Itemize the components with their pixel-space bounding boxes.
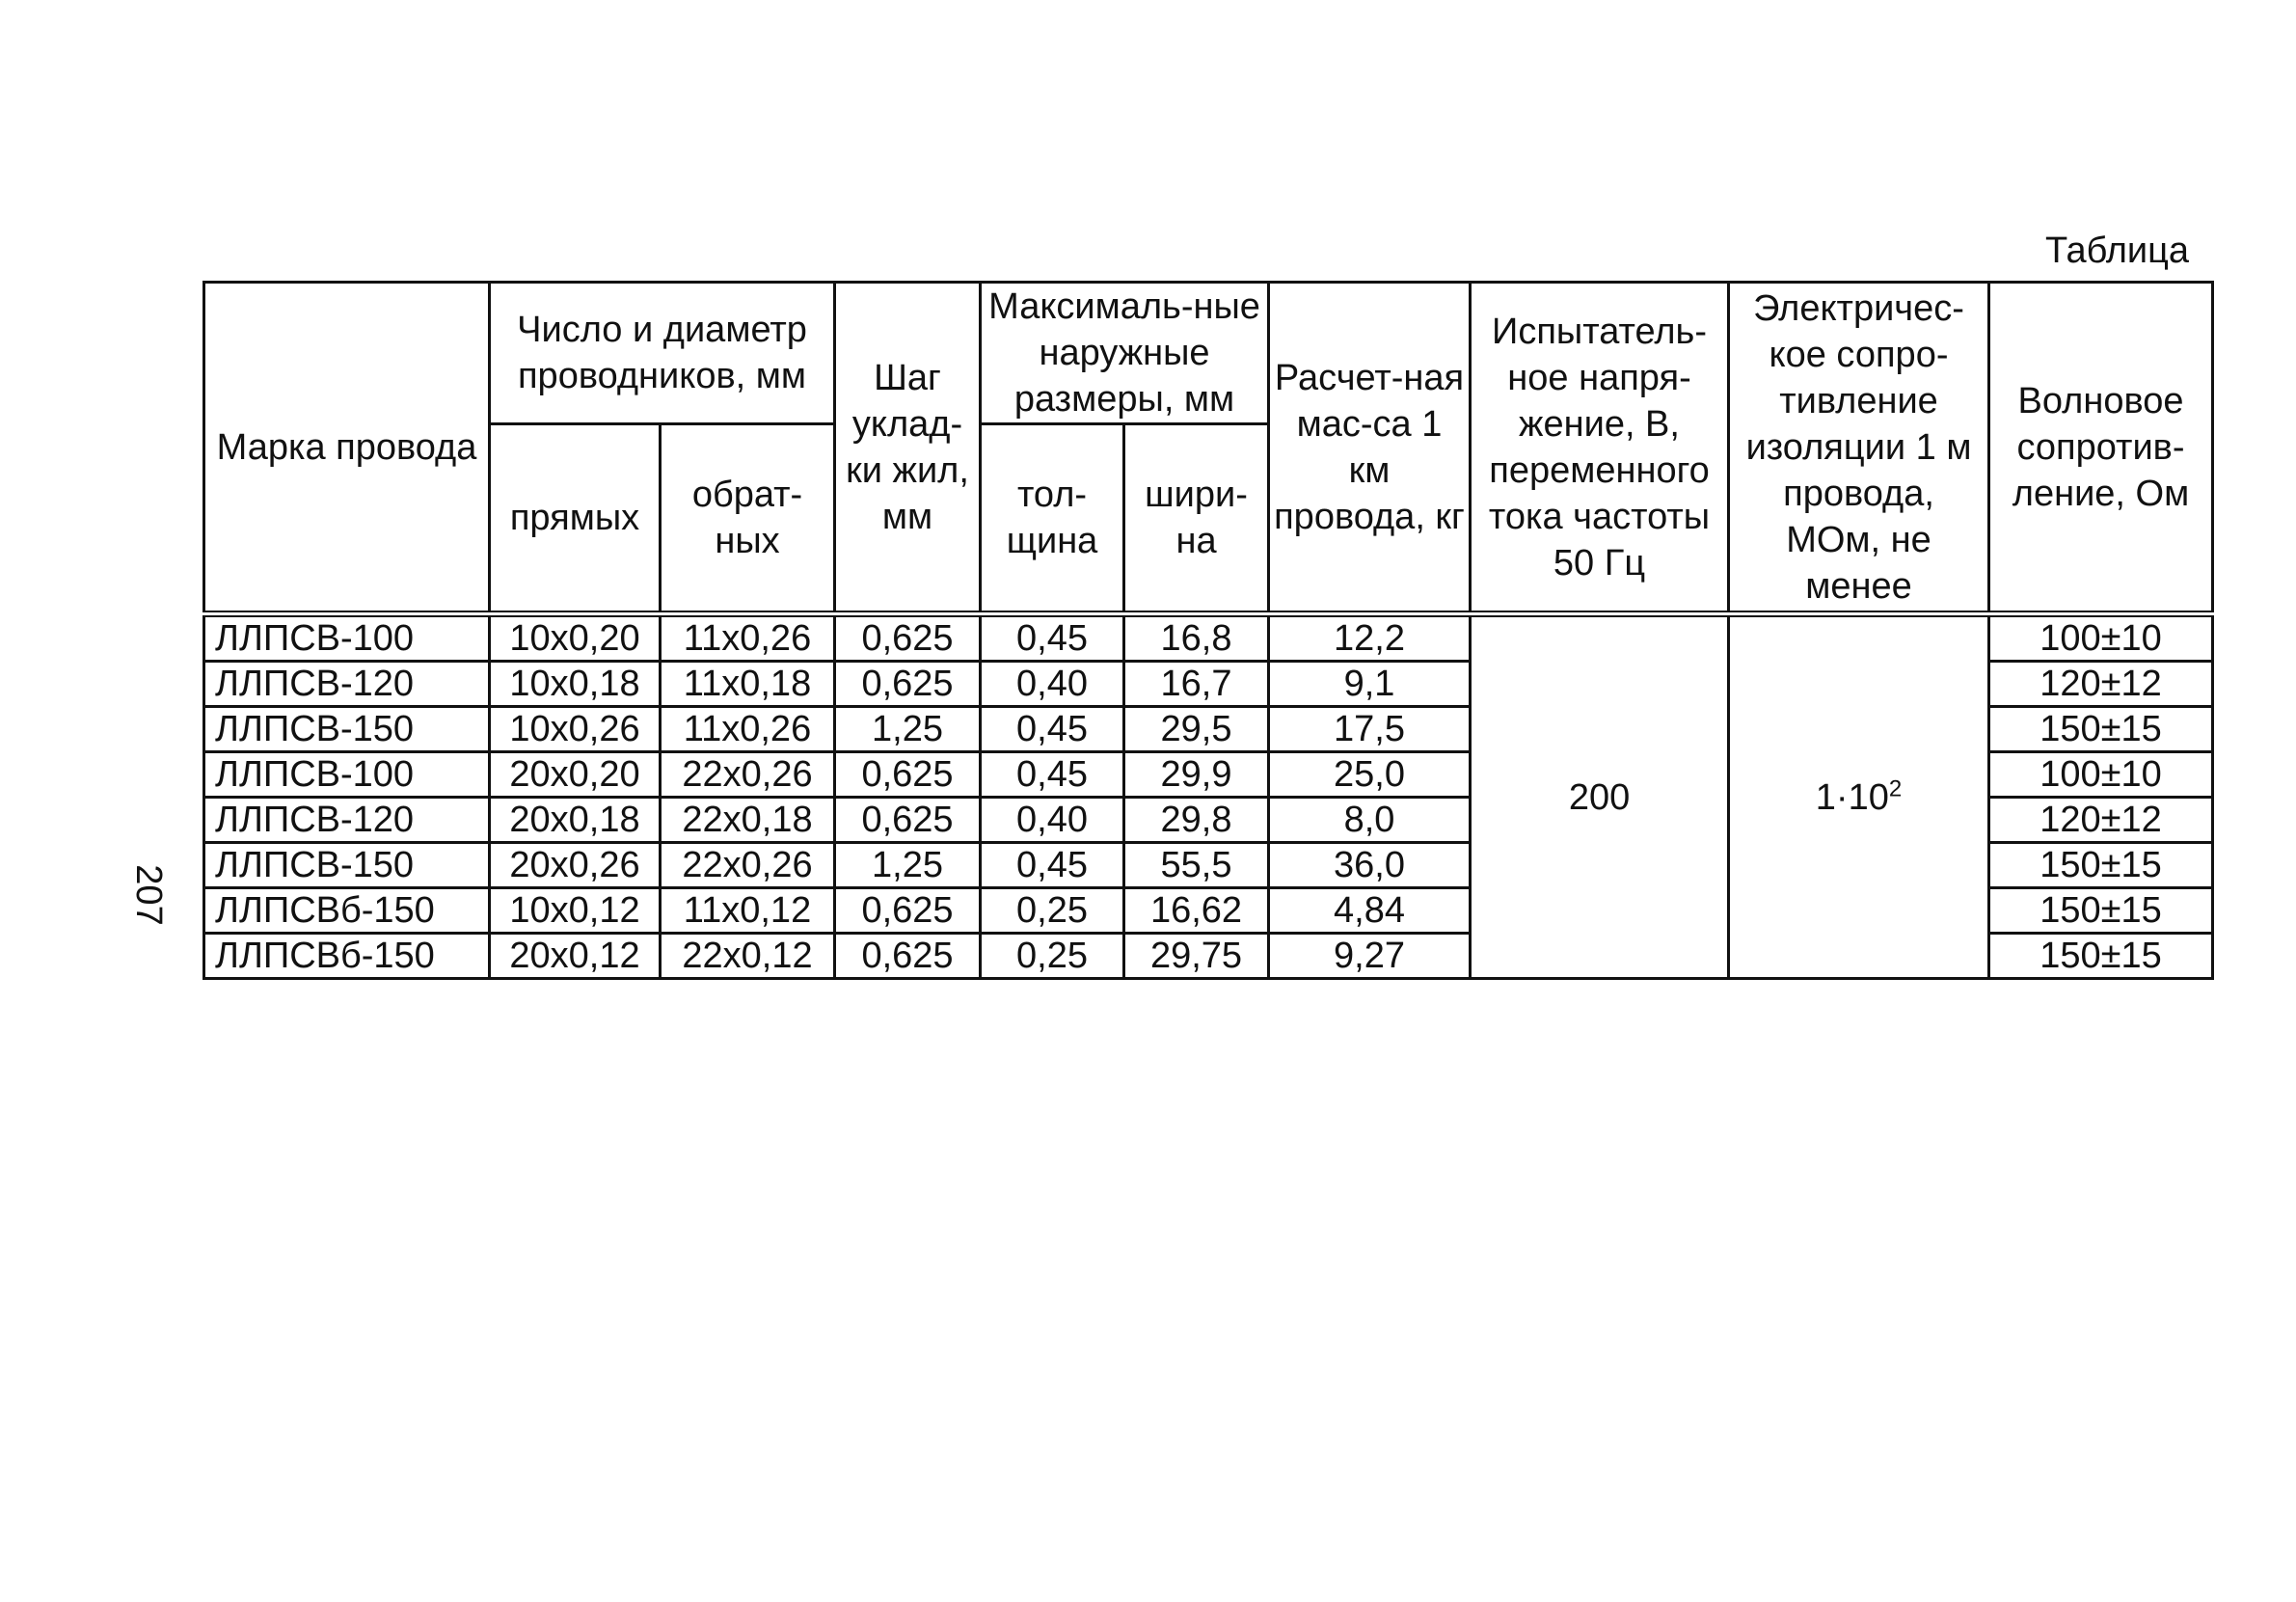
cell-straight: 10х0,18 — [490, 662, 661, 707]
cell-pitch: 1,25 — [835, 843, 981, 888]
cell-wave: 150±15 — [1989, 843, 2213, 888]
cell-mass: 4,84 — [1269, 888, 1471, 934]
cell-reverse: 11х0,26 — [661, 707, 835, 752]
header-straight: прямых — [490, 424, 661, 614]
cell-straight: 20х0,12 — [490, 934, 661, 979]
cell-width: 55,5 — [1124, 843, 1269, 888]
cell-wave: 120±12 — [1989, 662, 2213, 707]
cell-pitch: 0,625 — [835, 614, 981, 662]
cell-width: 16,7 — [1124, 662, 1269, 707]
cell-brand: ЛЛПСВ-100 — [204, 614, 490, 662]
insulation-base: 1·10 — [1815, 776, 1889, 818]
cell-mass: 36,0 — [1269, 843, 1471, 888]
cell-thickness: 0,25 — [981, 888, 1124, 934]
cell-width: 29,75 — [1124, 934, 1269, 979]
header-thickness: тол-щина — [981, 424, 1124, 614]
cell-reverse: 22х0,18 — [661, 798, 835, 843]
cell-thickness: 0,40 — [981, 798, 1124, 843]
cell-wave: 150±15 — [1989, 707, 2213, 752]
cell-brand: ЛЛПСВ-150 — [204, 707, 490, 752]
cell-mass: 25,0 — [1269, 752, 1471, 798]
header-insulation: Электричес-кое сопро-тивление изоляции 1 м провода, МОм, не менее — [1729, 283, 1989, 614]
cell-straight: 20х0,18 — [490, 798, 661, 843]
cell-thickness: 0,40 — [981, 662, 1124, 707]
page-number: 207 — [128, 864, 169, 926]
cell-thickness: 0,45 — [981, 752, 1124, 798]
header-test-voltage: Испытатель-ное напря-жение, В, переменного тока частоты 50 Гц — [1471, 283, 1729, 614]
cell-mass: 9,27 — [1269, 934, 1471, 979]
cell-mass: 17,5 — [1269, 707, 1471, 752]
cell-thickness: 0,45 — [981, 614, 1124, 662]
cell-reverse: 11х0,12 — [661, 888, 835, 934]
header-mass: Расчет-ная мас-са 1 км провода, кг — [1269, 283, 1471, 614]
table-caption: Таблица — [2045, 231, 2189, 271]
cell-straight: 20х0,26 — [490, 843, 661, 888]
header-reverse: обрат-ных — [661, 424, 835, 614]
cell-pitch: 1,25 — [835, 707, 981, 752]
cell-wave: 100±10 — [1989, 614, 2213, 662]
cell-thickness: 0,45 — [981, 843, 1124, 888]
cell-width: 29,8 — [1124, 798, 1269, 843]
table-row — [204, 614, 2213, 662]
cell-pitch: 0,625 — [835, 662, 981, 707]
wire-spec-table — [203, 281, 2214, 980]
header-wave-impedance: Волновое сопротив-ление, Ом — [1989, 283, 2213, 614]
cell-brand: ЛЛПСВ-150 — [204, 843, 490, 888]
cell-thickness: 0,25 — [981, 934, 1124, 979]
cell-wave: 100±10 — [1989, 752, 2213, 798]
cell-width: 16,8 — [1124, 614, 1269, 662]
cell-mass: 9,1 — [1269, 662, 1471, 707]
header-row-1 — [204, 283, 2213, 424]
cell-wave: 150±15 — [1989, 888, 2213, 934]
cell-reverse: 11х0,26 — [661, 614, 835, 662]
cell-mass: 8,0 — [1269, 798, 1471, 843]
cell-width: 16,62 — [1124, 888, 1269, 934]
cell-straight: 10х0,20 — [490, 614, 661, 662]
cell-brand: ЛЛПСВб-150 — [204, 934, 490, 979]
cell-reverse: 22х0,12 — [661, 934, 835, 979]
cell-insulation — [1729, 614, 1989, 979]
cell-width: 29,9 — [1124, 752, 1269, 798]
cell-pitch: 0,625 — [835, 934, 981, 979]
cell-brand: ЛЛПСВб-150 — [204, 888, 490, 934]
header-width: шири-на — [1124, 424, 1269, 614]
cell-reverse: 11х0,18 — [661, 662, 835, 707]
cell-wave: 120±12 — [1989, 798, 2213, 843]
insulation-exponent: 2 — [1888, 774, 1903, 801]
header-max-dims: Максималь-ные наружные размеры, мм — [981, 283, 1269, 424]
cell-pitch: 0,625 — [835, 798, 981, 843]
cell-pitch: 0,625 — [835, 888, 981, 934]
header-conductors: Число и диаметр проводников, мм — [490, 283, 835, 424]
cell-brand: ЛЛПСВ-120 — [204, 662, 490, 707]
cell-thickness: 0,45 — [981, 707, 1124, 752]
header-pitch: Шаг уклад-ки жил, мм — [835, 283, 981, 614]
cell-brand: ЛЛПСВ-120 — [204, 798, 490, 843]
header-brand: Марка провода — [204, 283, 490, 614]
cell-test-voltage: 200 — [1471, 614, 1729, 979]
cell-straight: 10х0,12 — [490, 888, 661, 934]
cell-reverse: 22х0,26 — [661, 843, 835, 888]
cell-straight: 10х0,26 — [490, 707, 661, 752]
cell-wave: 150±15 — [1989, 934, 2213, 979]
cell-reverse: 22х0,26 — [661, 752, 835, 798]
cell-mass: 12,2 — [1269, 614, 1471, 662]
cell-width: 29,5 — [1124, 707, 1269, 752]
cell-pitch: 0,625 — [835, 752, 981, 798]
cell-straight: 20х0,20 — [490, 752, 661, 798]
cell-brand: ЛЛПСВ-100 — [204, 752, 490, 798]
